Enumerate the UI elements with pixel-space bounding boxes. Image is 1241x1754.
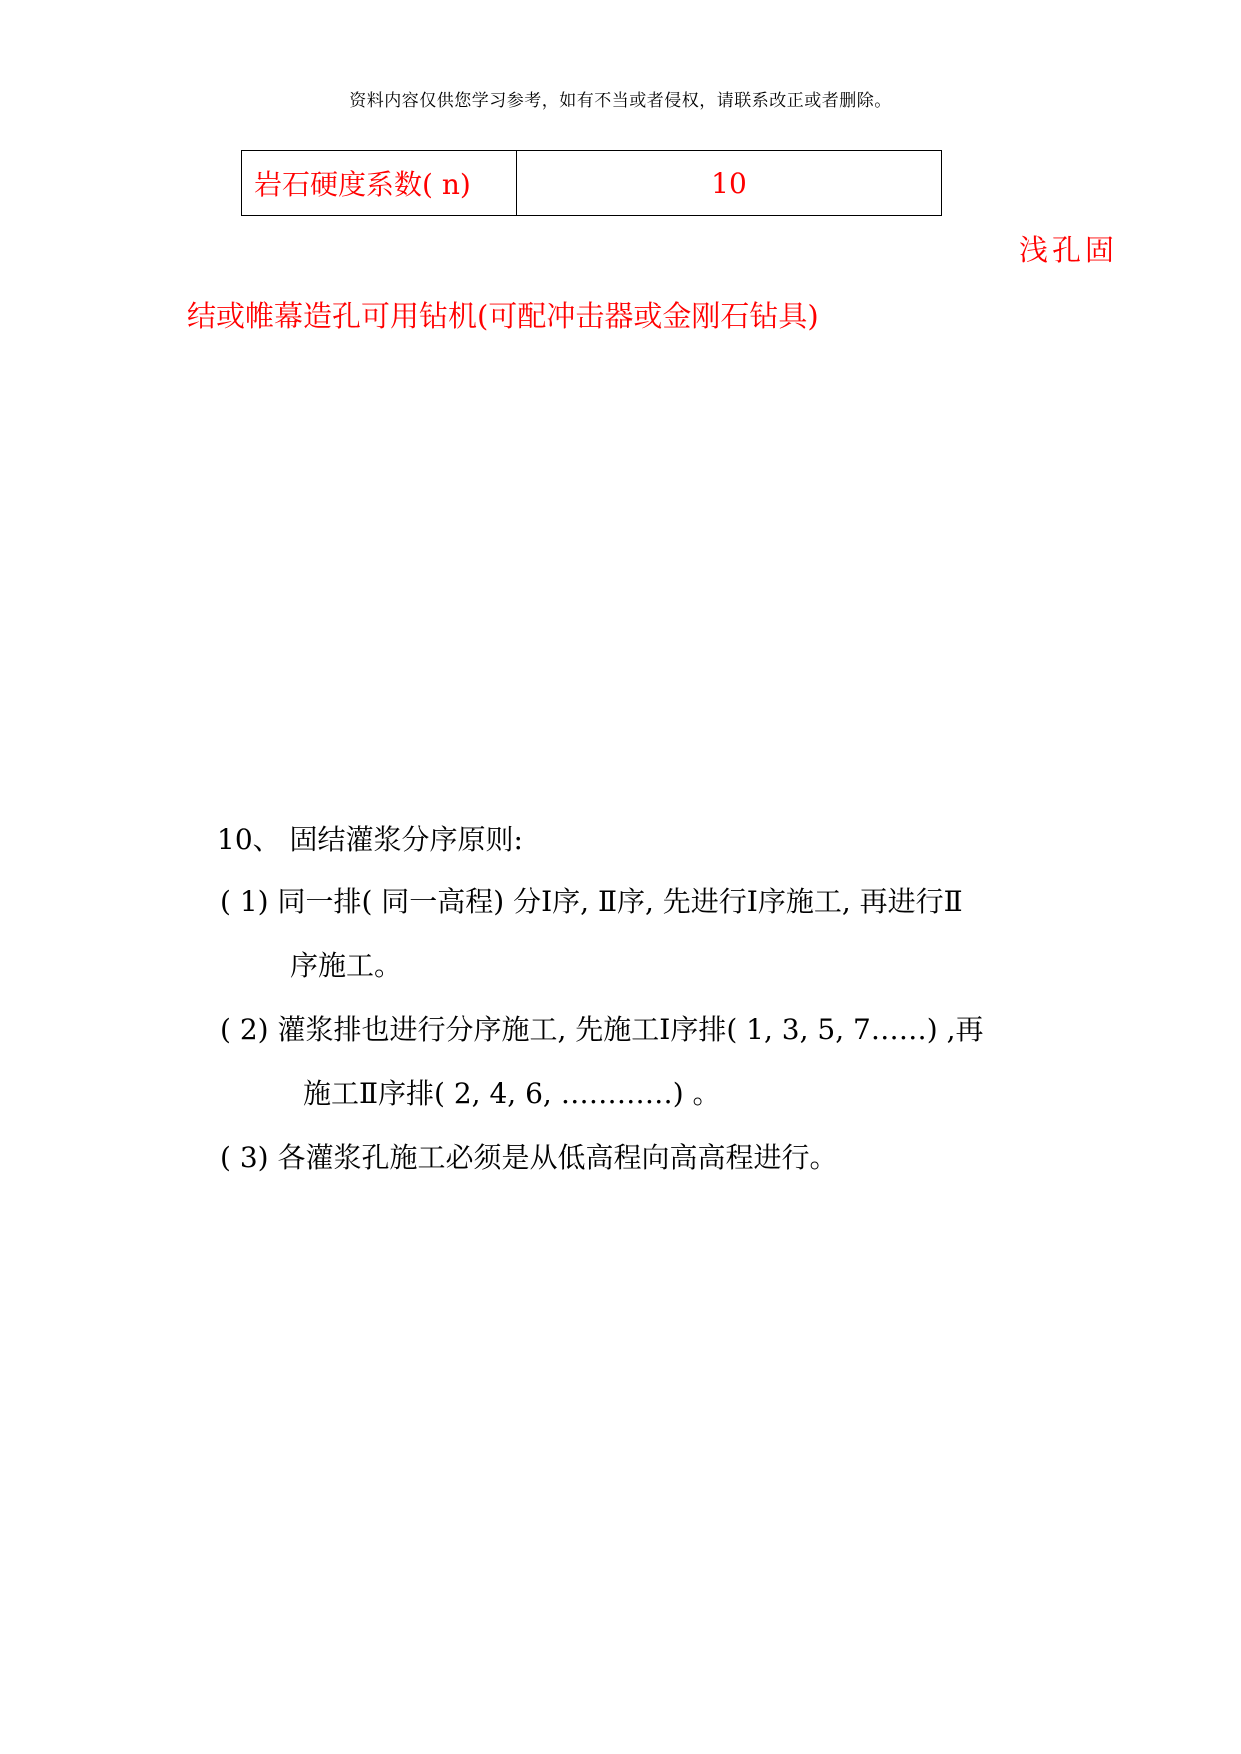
page-header-note: 资料内容仅供您学习参考，如有不当或者侵权，请联系改正或者删除。 — [349, 91, 892, 111]
list-item-3: ( 3) 各灌浆孔施工必须是从低高程向高高程进行。 — [220, 1141, 838, 1174]
red-text-line-1: 浅孔固 — [1019, 233, 1119, 267]
list-item-2: ( 2) 灌浆排也进行分序施工, 先施工Ⅰ序排( 1, 3, 5, 7……) ,再 — [220, 1013, 984, 1046]
table-row — [242, 151, 942, 216]
section-heading: 10、 固结灌浆分序原则: — [217, 823, 523, 856]
table-value-cell: 10 — [517, 151, 942, 216]
list-item-1: ( 1) 同一排( 同一高程) 分Ⅰ序, Ⅱ序, 先进行Ⅰ序施工, 再进行Ⅱ — [220, 885, 963, 918]
red-text-line-2: 结或帷幕造孔可用钻机(可配冲击器或金刚石钻具) — [187, 299, 819, 333]
list-item-1-continuation: 序施工。 — [290, 949, 403, 982]
table-label-cell: 岩石硬度系数( n) — [242, 151, 517, 216]
list-item-2-continuation: 施工Ⅱ序排( 2, 4, 6, …………) 。 — [303, 1077, 721, 1110]
rock-hardness-table — [241, 150, 942, 216]
